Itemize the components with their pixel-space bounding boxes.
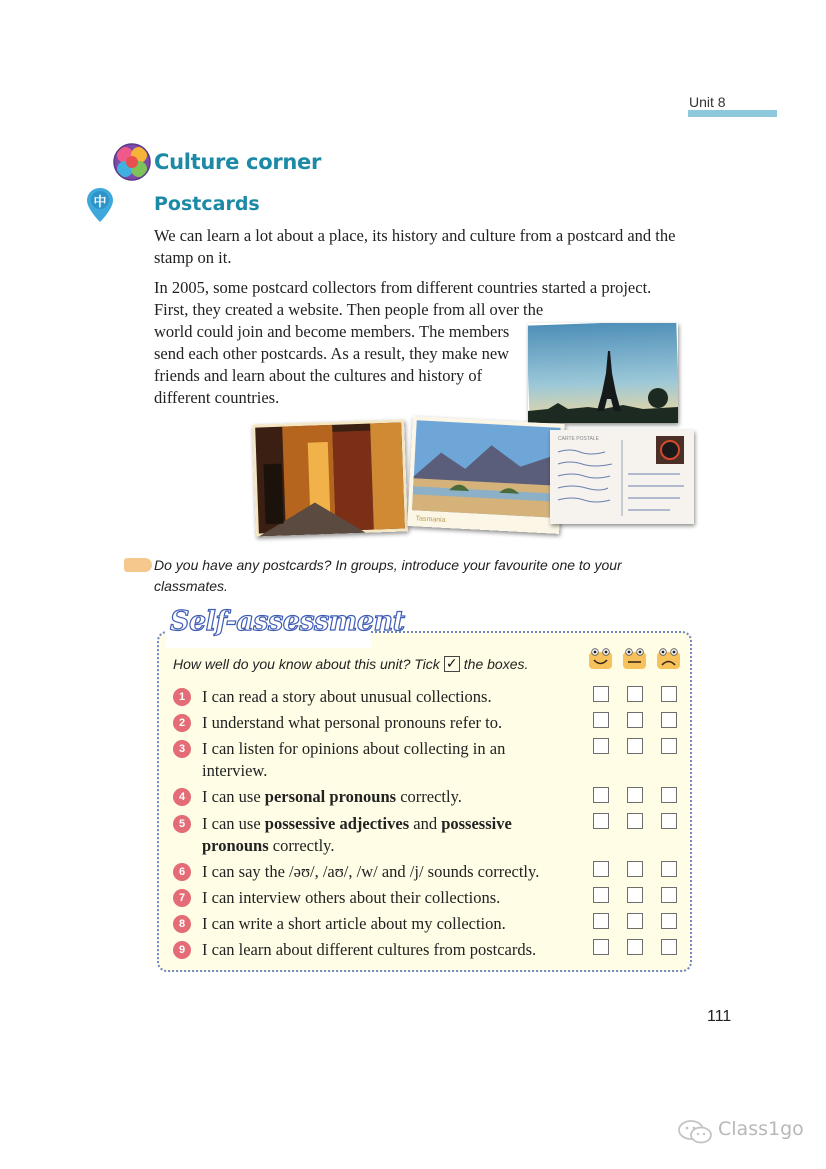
checkbox-item1-ok[interactable]	[627, 686, 643, 702]
checkbox-item8-good[interactable]	[593, 913, 609, 929]
checkbox-item3-good[interactable]	[593, 738, 609, 754]
checkbox-item4-good[interactable]	[593, 787, 609, 803]
checkbox-item3-poor[interactable]	[661, 738, 677, 754]
unit-label: Unit 8	[689, 94, 726, 110]
checkbox-item9-ok[interactable]	[627, 939, 643, 955]
written-postcard	[550, 430, 694, 524]
checkbox-item7-good[interactable]	[593, 887, 609, 903]
assessment-item-2	[173, 712, 593, 734]
item-text: I can listen for opinions about collecting in an interview.	[202, 739, 506, 780]
discussion-prompt: Do you have any postcards? In groups, introduce your favourite one to your classmates.	[154, 557, 622, 594]
paragraph-members: world could join and become members. The members send each other postcards. As a result, they make new friends and learn about the cultures and history of different countries.	[154, 322, 510, 407]
checkbox-item9-poor[interactable]	[661, 939, 677, 955]
item-text: I can write a short article about my collection.	[202, 914, 506, 933]
assessment-item-9	[173, 939, 593, 961]
assessment-item-7	[173, 887, 593, 909]
item-text: I can learn about different cultures from postcards.	[202, 940, 537, 959]
item-text: I understand what personal pronouns refer to.	[202, 713, 503, 732]
assessment-item-1	[173, 686, 593, 708]
item-number: 9	[173, 941, 191, 959]
checkbox-item7-ok[interactable]	[627, 887, 643, 903]
item-text-mid: and	[409, 814, 442, 833]
item-number: 5	[173, 815, 191, 833]
neutral-face-icon	[622, 648, 647, 670]
culture-corner-icon	[113, 143, 151, 181]
unit-bar	[688, 110, 777, 117]
landscape-postcard	[407, 416, 565, 534]
checkbox-item5-poor[interactable]	[661, 813, 677, 829]
checkbox-item5-ok[interactable]	[627, 813, 643, 829]
assessment-item-8	[173, 913, 593, 935]
checkbox-item8-poor[interactable]	[661, 913, 677, 929]
watermark-text: Class1go	[718, 1118, 804, 1140]
item-number: 6	[173, 863, 191, 881]
checkbox-item6-ok[interactable]	[627, 861, 643, 877]
checkbox-item1-good[interactable]	[593, 686, 609, 702]
svg-text:CARTE POSTALE: CARTE POSTALE	[558, 436, 599, 442]
checkbox-item2-poor[interactable]	[661, 712, 677, 728]
self-assessment-instruction	[173, 656, 528, 672]
checkbox-item7-poor[interactable]	[661, 887, 677, 903]
item-text-pre: I can use	[202, 814, 265, 833]
item-number: 7	[173, 889, 191, 907]
item-number: 3	[173, 740, 191, 758]
item-number: 8	[173, 915, 191, 933]
item-text: I can interview others about their collections.	[202, 888, 501, 907]
section-title-postcards: Postcards	[154, 193, 260, 215]
culture-corner-title: Culture corner	[154, 150, 322, 174]
assessment-item-6	[173, 861, 585, 883]
item-text: I can say the /əʊ/, /aʊ/, /w/ and /j/ sounds correctly.	[202, 862, 540, 881]
item-text-bold: possessive adjectives	[264, 814, 410, 833]
happy-face-icon	[588, 648, 613, 670]
checkbox-item3-ok[interactable]	[627, 738, 643, 754]
checkbox-item6-good[interactable]	[593, 861, 609, 877]
item-text-bold: personal pronouns	[264, 787, 397, 806]
item-text	[202, 786, 593, 808]
tick-example-icon: ✓	[444, 656, 460, 672]
street-scene-postcard	[252, 419, 408, 536]
checkbox-item5-good[interactable]	[593, 813, 609, 829]
wechat-icon	[676, 1119, 716, 1145]
item-text	[202, 813, 563, 857]
self-assessment-title: Self-assessment	[170, 606, 405, 637]
item-number: 2	[173, 714, 191, 732]
discussion-icon	[124, 558, 152, 572]
checkbox-item2-good[interactable]	[593, 712, 609, 728]
item-text-post: correctly.	[268, 836, 335, 855]
assessment-item-5	[173, 813, 563, 857]
eiffel-tower-postcard	[528, 323, 678, 423]
paragraph-project: In 2005, some postcard collectors from different countries started a project. First, they created a website. Then people from all over the	[154, 278, 652, 319]
checkbox-item4-poor[interactable]	[661, 787, 677, 803]
item-text: I can read a story about unusual collections.	[202, 687, 492, 706]
page-number: 111	[707, 1008, 732, 1025]
item-text-post: correctly.	[396, 787, 462, 806]
checkbox-item2-ok[interactable]	[627, 712, 643, 728]
checkbox-item4-ok[interactable]	[627, 787, 643, 803]
paragraph-intro: We can learn a lot about a place, its history and culture from a postcard and the stamp on it.	[154, 226, 676, 267]
svg-text:Tasmania: Tasmania	[415, 515, 446, 524]
checkbox-item1-poor[interactable]	[661, 686, 677, 702]
checkbox-item8-ok[interactable]	[627, 913, 643, 929]
item-number: 4	[173, 788, 191, 806]
chinese-pin-icon	[86, 187, 114, 223]
checkbox-item6-poor[interactable]	[661, 861, 677, 877]
item-number: 1	[173, 688, 191, 706]
item-text-bold-2: possessive pronouns	[202, 814, 512, 855]
instruction-after: the boxes.	[463, 656, 529, 672]
checkbox-item9-good[interactable]	[593, 939, 609, 955]
instruction-before: How well do you know about this unit? Tick	[173, 656, 440, 672]
assessment-item-3	[173, 738, 543, 782]
sad-face-icon	[656, 648, 681, 670]
item-text-pre: I can use	[202, 787, 265, 806]
pin-label: 中	[93, 195, 107, 210]
assessment-item-4	[173, 786, 593, 808]
